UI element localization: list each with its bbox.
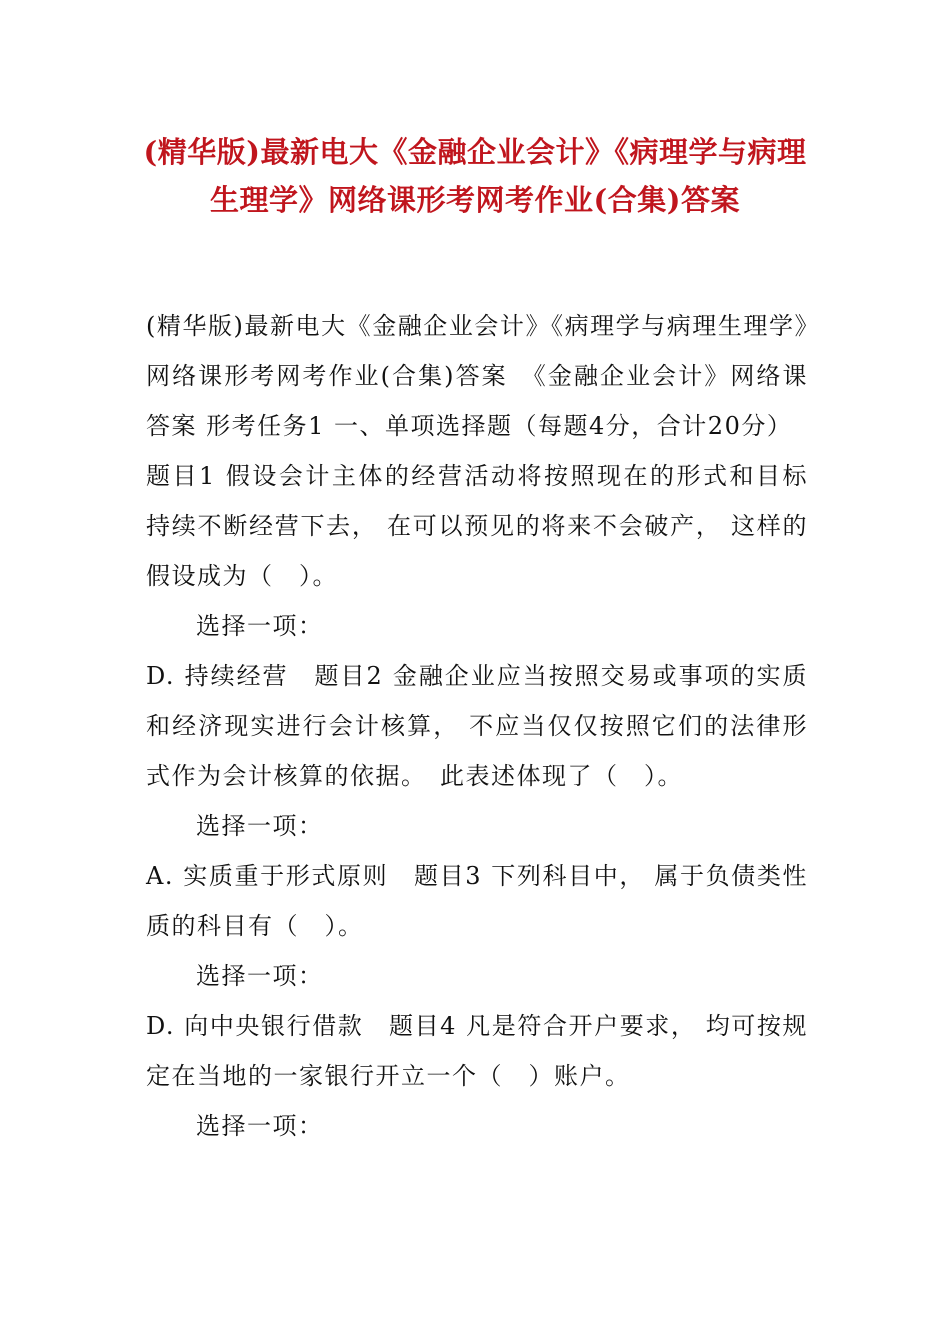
answer-and-question-4: D. 向中央银行借款 题目4 凡是符合开户要求， 均可按规定在当地的一家银行开立一个（ ）账户。 xyxy=(146,1012,808,1090)
choose-one-label: 选择一项： xyxy=(196,962,324,990)
document-title: (精华版)最新电大《金融企业会计》《病理学与病理生理学》网络课形考网考作业(合集)答案 xyxy=(143,135,807,217)
document-body xyxy=(146,301,808,1151)
paragraph-intro: (精华版)最新电大《金融企业会计》《病理学与病理生理学》网络课形考网考作业(合集)答案 《金融企业会计》网络课答案 形考任务1 一、单项选择题（每题4分，合计20分） xyxy=(146,312,808,440)
choose-one-label: 选择一项： xyxy=(196,612,324,640)
answer-and-question-2: D. 持续经营 题目2 金融企业应当按照交易或事项的实质和经济现实进行会计核算， 不应当仅仅按照它们的法律形式作为会计核算的依据。 此表述体现了（ ）。 xyxy=(146,662,808,790)
answer-and-question-3: A. 实质重于形式原则 题目3 下列科目中， 属于负债类性质的科目有（ ）。 xyxy=(146,862,808,940)
choose-one-label: 选择一项： xyxy=(196,812,324,840)
question-1: 题目1 假设会计主体的经营活动将按照现在的形式和目标持续不断经营下去， 在可以预见的将来不会破产， 这样的假设成为（ ）。 xyxy=(146,462,808,590)
choose-one-label: 选择一项： xyxy=(196,1112,324,1140)
